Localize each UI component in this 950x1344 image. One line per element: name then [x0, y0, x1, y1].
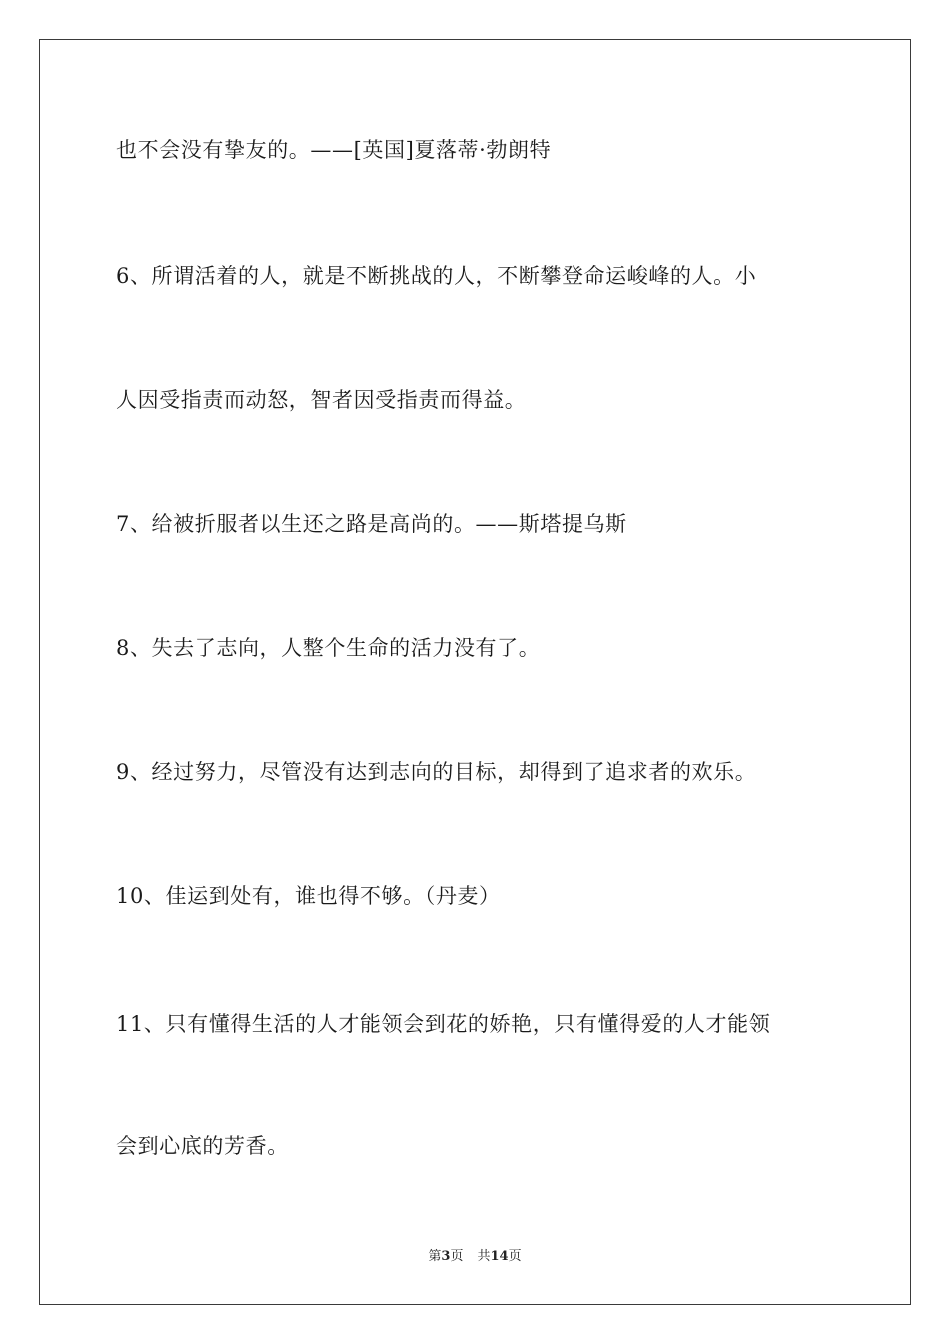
footer-total-pages: 14: [490, 1249, 509, 1264]
footer-total-prefix: 共: [477, 1249, 491, 1264]
footer-page-suffix: 页: [450, 1249, 464, 1264]
text-line-2: 6、所谓活着的人，就是不断挑战的人，不断攀登命运峻峰的人。小: [116, 264, 757, 288]
page-border: [39, 39, 911, 1305]
page-footer: [0, 1248, 950, 1266]
text-line-5: 8、失去了志向，人整个生命的活力没有了。: [116, 636, 541, 660]
text-line-6: 9、经过努力，尽管没有达到志向的目标，却得到了追求者的欢乐。: [116, 760, 757, 784]
text-line-4: 7、给被折服者以生还之路是高尚的。——斯塔提乌斯: [116, 512, 627, 536]
footer-total-suffix: 页: [508, 1249, 522, 1264]
text-line-7: 10、佳运到处有，谁也得不够。（丹麦）: [116, 884, 501, 908]
footer-page-prefix: 第: [428, 1249, 442, 1264]
footer-page-number: 3: [441, 1249, 451, 1264]
text-line-9: 会到心底的芳香。: [116, 1134, 289, 1158]
text-line-3: 人因受指责而动怒，智者因受指责而得益。: [116, 388, 527, 412]
text-line-8: 11、只有懂得生活的人才能领会到花的娇艳，只有懂得爱的人才能领: [116, 1012, 771, 1036]
text-line-1: 也不会没有挚友的。——[英国]夏落蒂·勃朗特: [116, 138, 552, 162]
